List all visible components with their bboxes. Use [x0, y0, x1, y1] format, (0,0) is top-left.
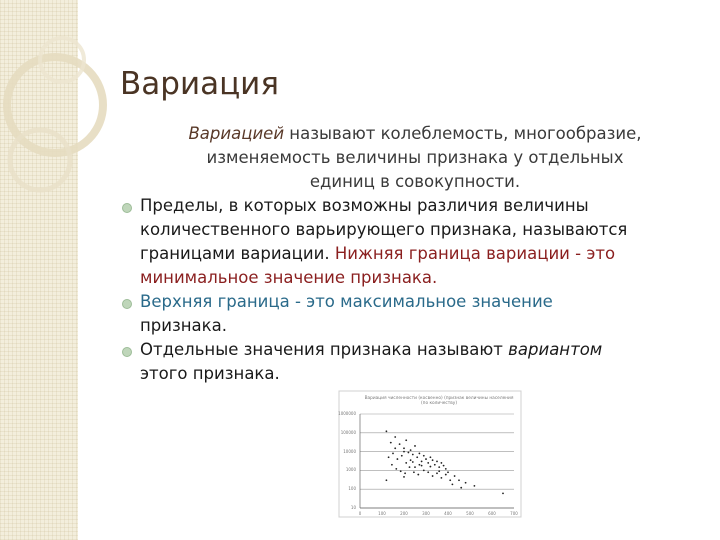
scatter-point — [412, 454, 414, 456]
scatter-point — [474, 485, 476, 487]
x-tick-label: 200 — [400, 511, 408, 516]
scatter-point — [405, 462, 407, 464]
scatter-point — [436, 461, 438, 463]
bullet-1-highlight: Нижняя граница вариации - это минимальное значение признака. — [140, 244, 616, 287]
x-tick-label: 700 — [510, 511, 518, 516]
bullet-item-upper-bound — [120, 290, 700, 338]
scatter-point — [403, 447, 405, 449]
scatter-point — [427, 462, 429, 464]
scatter-point — [445, 468, 447, 470]
intro-term: Вариацией — [188, 124, 285, 143]
scatter-point — [417, 474, 419, 476]
bullet-item-variant — [120, 338, 700, 386]
scatter-point — [394, 447, 396, 449]
scatter-point — [403, 476, 405, 478]
intro-paragraph — [130, 122, 700, 194]
scatter-point — [454, 475, 456, 477]
scatter-point — [432, 459, 434, 461]
scatter-point — [443, 465, 445, 467]
scatter-point — [414, 466, 416, 468]
scatter-point — [430, 456, 432, 458]
bullet-2-text: признака. — [140, 316, 227, 335]
scatter-point — [430, 466, 432, 468]
scatter-point — [409, 466, 411, 468]
scatter-point — [421, 461, 423, 463]
bullet-item-limits — [120, 194, 700, 290]
bullet-3-term: вариантом — [508, 340, 603, 359]
bullet-dot-icon — [122, 299, 132, 309]
scatter-point — [419, 453, 421, 455]
scatter-chart — [338, 390, 522, 518]
bullet-3-text-end: этого признака. — [140, 364, 280, 383]
scatter-point — [502, 492, 504, 494]
scatter-point — [432, 475, 434, 477]
scatter-point — [438, 466, 440, 468]
scatter-point — [395, 468, 397, 470]
bullet-2-highlight: Верхняя граница - это максимальное значение — [140, 292, 553, 311]
y-tick-label: 10 — [350, 505, 356, 510]
scatter-point — [458, 479, 460, 481]
scatter-point — [441, 477, 443, 479]
bullet-3-text: Отдельные значения признака называют — [140, 340, 509, 359]
y-tick-label: 1000000 — [338, 411, 356, 416]
x-tick-label: 100 — [378, 511, 386, 516]
intro-line2: изменяемость величины признака у отдельных — [206, 148, 624, 167]
scatter-point — [399, 443, 401, 445]
scatter-point — [397, 458, 399, 460]
scatter-point — [403, 451, 405, 453]
y-tick-label: 100 — [348, 486, 356, 492]
scatter-point — [419, 464, 421, 466]
intro-line1-rest: называют колеблемость, многообразие, — [284, 124, 642, 143]
scatter-point — [438, 470, 440, 472]
scatter-point — [425, 458, 427, 460]
scatter-point — [401, 455, 403, 457]
chart-title: Вариация численности (косвенно) (признак величины населения (по количеству) — [364, 396, 514, 406]
bullet-1-text: Пределы, в которых возможны различия величины количественного варьирующего признака, называются границами вариации. — [140, 196, 628, 263]
scatter-chart-svg — [338, 390, 522, 518]
scatter-point — [408, 452, 410, 454]
scatter-point — [449, 479, 451, 481]
scatter-point — [436, 472, 438, 474]
intro-line3: единиц в совокупности. — [309, 172, 521, 191]
scatter-point — [421, 465, 423, 467]
y-tick-label: 100000 — [340, 429, 356, 435]
chart-frame — [339, 391, 521, 517]
scatter-point — [434, 464, 436, 466]
scatter-point — [413, 471, 415, 473]
scatter-point — [400, 470, 402, 472]
x-tick-label: 500 — [466, 511, 474, 516]
scatter-point — [460, 487, 462, 489]
slide-title: Вариация — [120, 66, 279, 102]
scatter-point — [441, 462, 443, 464]
x-tick-label: 300 — [422, 511, 430, 516]
scatter-point — [388, 456, 390, 458]
scatter-point — [416, 456, 418, 458]
scatter-point — [404, 472, 406, 474]
scatter-point — [405, 439, 407, 441]
scatter-point — [423, 455, 425, 457]
scatter-point — [445, 474, 447, 476]
scatter-point — [386, 430, 388, 432]
scatter-point — [465, 482, 467, 484]
scatter-point — [412, 461, 414, 463]
scatter-point — [427, 471, 429, 473]
y-tick-label: 10000 — [343, 448, 356, 454]
scatter-point — [394, 436, 396, 438]
scatter-point — [414, 445, 416, 447]
decorative-swirls — [0, 0, 110, 540]
scatter-point — [386, 479, 388, 481]
scatter-point — [391, 464, 393, 466]
scatter-point — [410, 459, 412, 461]
y-tick-label: 1000 — [345, 467, 356, 473]
scatter-point — [390, 442, 392, 444]
scatter-point — [410, 449, 412, 451]
bullet-dot-icon — [122, 347, 132, 357]
x-tick-label: 0 — [358, 511, 362, 516]
bullet-dot-icon — [122, 203, 132, 213]
bullet-list — [120, 194, 700, 386]
x-tick-label: 600 — [488, 511, 496, 516]
scatter-point — [392, 453, 394, 455]
scatter-point — [447, 471, 449, 473]
scatter-point — [452, 484, 454, 486]
x-tick-label: 400 — [444, 511, 452, 516]
slide-body — [120, 122, 700, 386]
scatter-point — [423, 470, 425, 472]
